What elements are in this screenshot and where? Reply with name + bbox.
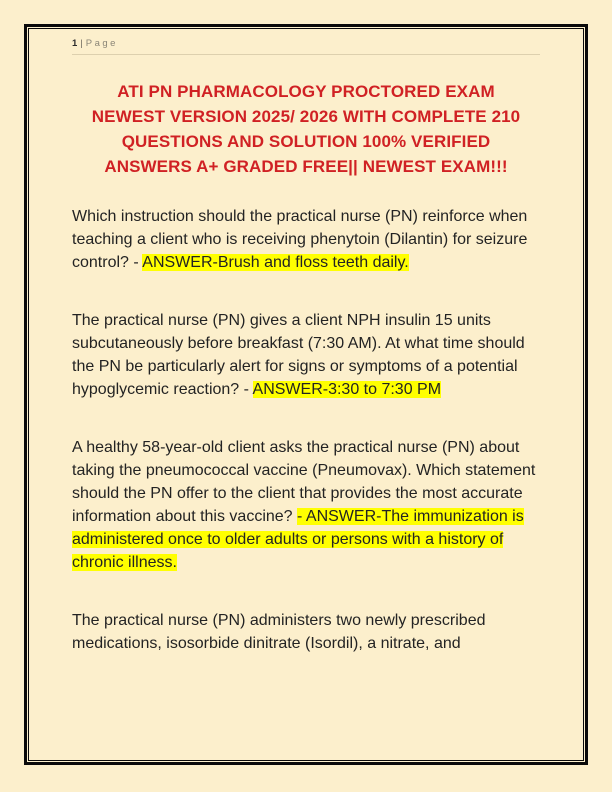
question-text: Which instruction should the practical nurse (PN) reinforce when teaching a client who is receiving phenytoin (Dilantin) for seizure control? - [72,208,528,271]
document-title [72,79,540,179]
qa-paragraph [72,205,540,274]
title-line: QUESTIONS AND SOLUTION 100% VERIFIED [121,132,491,151]
page-header [72,35,540,55]
page-label: Page [85,38,118,49]
title-line: NEWEST VERSION 2025/ 2026 WITH COMPLETE 210 [91,107,521,126]
qa-paragraph [72,309,540,401]
answer-highlight: ANSWER-Brush and floss teeth daily. [142,254,409,271]
question-text: The practical nurse (PN) administers two newly prescribed medications, isosorbide dinitrate (Isordil), a nitrate, and [72,612,486,652]
page-number: 1 [72,38,78,49]
qa-list [72,205,540,655]
answer-highlight: ANSWER-3:30 to 7:30 PM [252,381,442,398]
qa-paragraph [72,436,540,574]
page-border [24,24,588,765]
question-text: A healthy 58-year-old client asks the practical nurse (PN) about taking the pneumococcal vaccine (Pneumovax). Which statement should the PN offer to the client that provides the most accurate information about this vaccine? [72,439,536,525]
qa-paragraph [72,609,540,655]
title-line: ATI PN PHARMACOLOGY PROCTORED EXAM [117,82,495,101]
title-line: ANSWERS A+ GRADED FREE|| NEWEST EXAM!!! [104,157,508,176]
answer-highlight: - ANSWER-The immunization is administered once to older adults or persons with a history of chronic illness. [72,508,524,571]
question-text: The practical nurse (PN) gives a client NPH insulin 15 units subcutaneously before breakfast (7:30 AM). At what time should the PN be particularly alert for signs or symptoms of a potential hypoglycemic reaction? - [72,312,525,398]
page-border-inner [28,28,584,761]
page-number-separator: | [80,38,83,49]
